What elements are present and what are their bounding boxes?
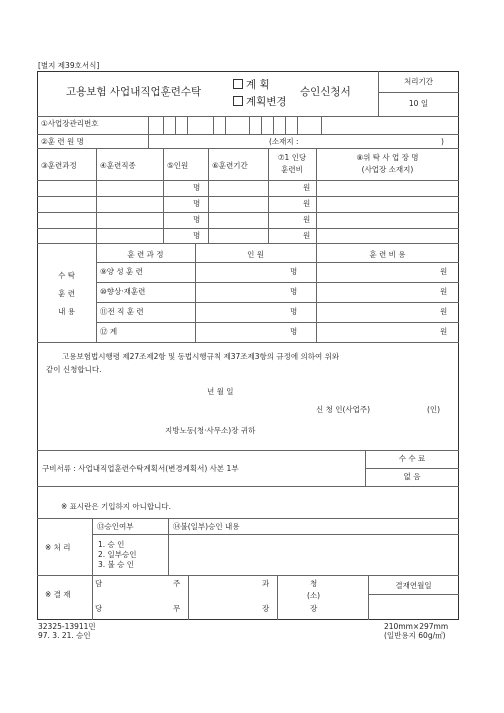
title-option-plan[interactable]: [233, 79, 270, 91]
footer-paper-size: 210mm×297mm: [384, 622, 449, 631]
fee-label: 수 수 료: [398, 454, 426, 463]
change-checkbox[interactable]: [233, 96, 243, 106]
recipient: 지방노동(청·사무소)장 귀하: [165, 426, 256, 435]
course-row-won-unit: 원: [303, 231, 311, 240]
biz-no-cell-divider: [285, 116, 286, 134]
course-row-won-unit: 원: [303, 183, 311, 192]
contract-header-course: 훈 련 과 정: [127, 250, 164, 259]
biz-no-cell-divider: [187, 116, 188, 134]
statement-line1: 고용보험법시행령 제27조제2항 및 동법시행규칙 제37조제3항의 규정에 의하여 위와: [62, 352, 340, 361]
contract-row-divider: [96, 262, 459, 263]
change-label: 계획변경: [246, 96, 287, 108]
contract-row-label: ⑪전 직 훈 련: [100, 307, 144, 316]
sign-chief-1: 과: [262, 579, 270, 588]
col-trainees: ⑤인원: [167, 161, 189, 170]
contract-header-cost: 훈 련 비 용: [369, 250, 406, 259]
contract-row-person-unit: 명: [290, 307, 298, 316]
contract-side-3: 내 용: [58, 307, 75, 316]
contract-side-2: 훈 련: [58, 289, 75, 298]
course-row-divider: [37, 212, 459, 213]
col-course: ③훈련과정: [41, 161, 77, 170]
sign-officer-2: 무: [173, 604, 181, 613]
location-label: (소재지 :: [269, 137, 299, 146]
biz-no-cell-divider: [321, 116, 322, 134]
contract-side-1: 수 탁: [58, 271, 75, 280]
location-close: ): [441, 137, 444, 146]
plan-label: 계 획: [246, 79, 270, 91]
col-period: ⑥훈련기간: [212, 161, 248, 170]
contract-row-won-unit: 원: [440, 307, 448, 316]
option-reject[interactable]: 3. 불 승 인: [98, 560, 135, 569]
footer-approval-date: 97. 3. 21. 승인: [38, 631, 91, 640]
contract-row-label: ⑨양 성 훈 련: [100, 267, 143, 276]
contract-row-divider: [96, 302, 459, 303]
documents-label: 구비서류 : 사업내직업훈련수탁계획서(변경계획서) 사본 1부: [42, 464, 239, 473]
statement-line2: 같이 신청합니다.: [46, 365, 102, 374]
processing-label: ※ 처 리: [45, 543, 71, 552]
contract-row-divider: [96, 282, 459, 283]
sign-director-3: 장: [310, 604, 318, 613]
biz-no-cell-divider: [225, 116, 226, 134]
contract-row-person-unit: 명: [290, 267, 298, 276]
approval-header: ⑬승인여부: [97, 522, 134, 531]
course-row-divider: [37, 196, 459, 197]
course-row-person-unit: 명: [193, 215, 201, 224]
biz-no-cell-divider: [175, 116, 176, 134]
title-prefix-text: 고용보험 사업내직업훈련수탁: [66, 86, 202, 98]
sign-staff-1: 담: [95, 579, 103, 588]
biz-no-label: ①사업장관리번호: [41, 119, 99, 128]
sign-chief-2: 장: [262, 604, 270, 613]
program-name-label: ②훈 련 원 명: [41, 137, 84, 146]
col-consignee-line2: (사업장 소재지): [361, 165, 414, 174]
sign-director-2: (소): [307, 591, 321, 600]
title-option-change[interactable]: [233, 96, 287, 108]
option-approve[interactable]: 1. 승 인: [98, 540, 125, 549]
col-cost-line1: ⑦1 인당: [277, 153, 307, 162]
footer-paper-type: (일반용지 60g/㎡): [384, 631, 446, 640]
col-consignee-line1: ⑧위 탁 사 업 장 명: [356, 153, 419, 162]
footer-form-no: 32325-13911민: [38, 622, 96, 631]
approval-line-label: ※ 결 재: [45, 590, 71, 599]
course-row-person-unit: 명: [193, 231, 201, 240]
biz-no-cell-divider: [273, 116, 274, 134]
sign-staff-2: 당: [95, 604, 103, 613]
biz-no-cell-divider: [213, 116, 214, 134]
statement-date[interactable]: 년 월 일: [207, 387, 234, 396]
biz-no-cell-divider: [163, 116, 164, 134]
note: ※ 표시란은 기입하지 아니합니다.: [61, 502, 172, 511]
option-partial[interactable]: 2. 일부승인: [98, 550, 137, 559]
course-row-person-unit: 명: [193, 183, 201, 192]
course-row-won-unit: 원: [303, 215, 311, 224]
form-id: [별지 제39호서식]: [38, 61, 100, 70]
col-occupation: ④훈련직종: [100, 161, 136, 170]
processing-period-label: 처리기간: [404, 77, 433, 86]
applicant-label: 신 청 인(사업주): [316, 405, 371, 414]
course-row-won-unit: 원: [303, 199, 311, 208]
partial-header: ⑭불(일부)승인 내용: [173, 522, 240, 531]
course-row-person-unit: 명: [193, 199, 201, 208]
contract-row-won-unit: 원: [440, 327, 448, 336]
approval-date-label: 결재연월일: [395, 581, 432, 590]
processing-period-value: 10 일: [408, 99, 429, 108]
applicant-seal: (인): [427, 405, 441, 414]
biz-no-cell-divider: [297, 116, 298, 134]
course-row-divider: [37, 228, 459, 229]
contract-row-won-unit: 원: [440, 287, 448, 296]
contract-header-people: 인 원: [247, 250, 264, 259]
contract-row-divider: [96, 322, 459, 323]
col-cost-line2: 훈련비: [281, 165, 303, 174]
fee-value: 없 음: [403, 472, 421, 481]
biz-no-cell-divider: [249, 116, 250, 134]
plan-checkbox[interactable]: [233, 79, 243, 89]
biz-no-cell-divider: [261, 116, 262, 134]
contract-row-person-unit: 명: [290, 287, 298, 296]
contract-row-won-unit: 원: [440, 267, 448, 276]
title-suffix: 승인신청서: [300, 86, 351, 98]
sign-director-1: 청: [310, 579, 318, 588]
contract-row-label: ⑫ 계: [100, 327, 118, 336]
contract-row-person-unit: 명: [290, 327, 298, 336]
contract-row-label: ⑩향상·재훈련: [100, 287, 146, 296]
sign-officer-1: 주: [173, 579, 181, 588]
